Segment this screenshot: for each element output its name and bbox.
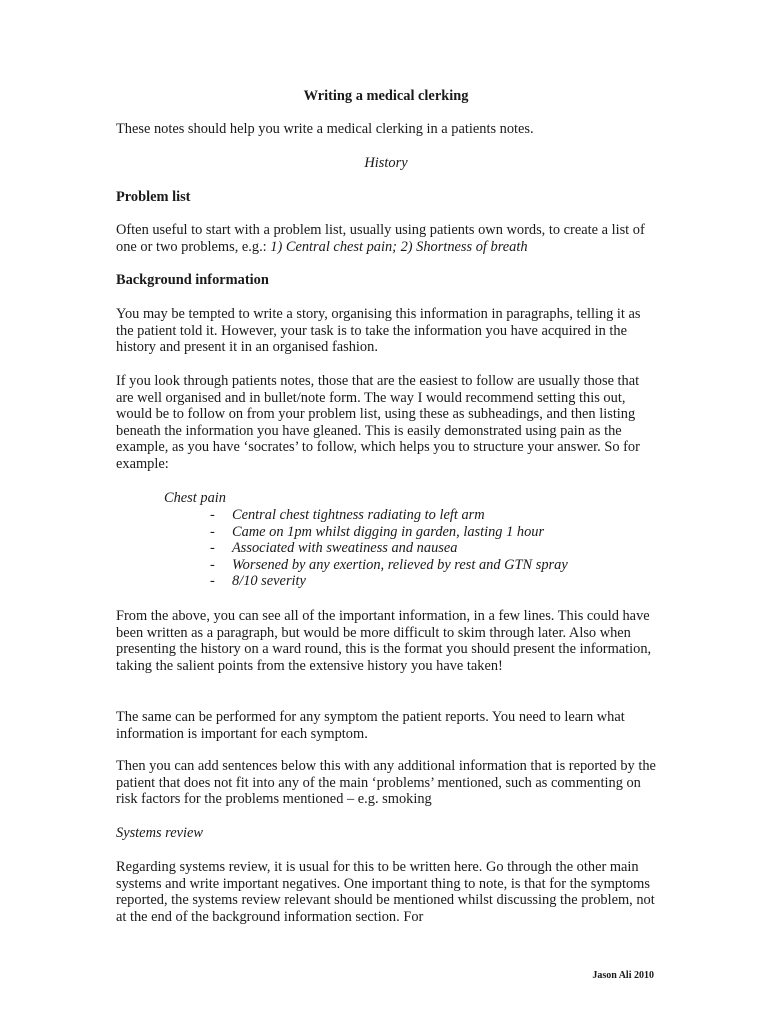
systems-review-paragraph: Regarding systems review, it is usual for this to be written here. Go through the other main systems and write important negatives. One important thing to note, is that for the symptoms reported, the systems review relevant should be mentioned whilst discussing the problem, not at the end of the background information section. For — [116, 859, 655, 925]
section-history-heading: History — [364, 155, 408, 171]
list-item-text: Associated with sweatiness and nausea — [232, 540, 458, 557]
background-paragraph-2: If you look through patients notes, those that are the easiest to follow are usually those that are well organised and in bullet/note form. The way I would recommend setting this out, would be to follow on from your problem list, using these as subheadings, and then listing beneath the information you have gleaned. This is easily demonstrated using pain as the example, as you have ‘socrates’ to follow, which helps you to structure your answer. So for example: — [116, 373, 640, 472]
example-title: Chest pain — [164, 490, 226, 506]
bullet-marker: - — [210, 507, 215, 523]
background-paragraph-5: Then you can add sentences below this with any additional information that is reported by the patient that does not fit into any of the main ‘problems’ mentioned, such as commenting on risk factors for the problems mentioned – e.g. smoking — [116, 758, 656, 808]
bullet-marker: - — [210, 556, 215, 573]
systems-review-heading: Systems review — [116, 825, 203, 841]
list-item-text: Worsened by any exertion, relieved by rest and GTN spray — [232, 556, 568, 573]
problem-list-heading: Problem list — [116, 189, 191, 205]
background-paragraph-1: You may be tempted to write a story, organising this information in paragraphs, telling it as the patient told it. However, your task is to take the information you have acquired in the history and present it in an organised fashion. — [116, 306, 641, 356]
footer-author: Jason Ali 2010 — [592, 970, 654, 981]
problem-list-example: 1) Central chest pain; 2) Shortness of breath — [270, 238, 528, 255]
list-item-text: Central chest tightness radiating to left arm — [232, 507, 485, 523]
intro-paragraph: These notes should help you write a medical clerking in a patients notes. — [116, 121, 534, 137]
bullet-marker: - — [210, 573, 215, 590]
problem-list-paragraph — [116, 222, 656, 255]
bullet-marker: - — [210, 540, 215, 557]
bullet-marker: - — [210, 523, 215, 540]
background-paragraph-4: The same can be performed for any symptom the patient reports. You need to learn what information is important for each symptom. — [116, 709, 625, 742]
document-title: Writing a medical clerking — [303, 88, 469, 104]
list-item-text: 8/10 severity — [232, 573, 306, 590]
background-heading: Background information — [116, 272, 269, 288]
background-paragraph-3: From the above, you can see all of the important information, in a few lines. This could have been written as a paragraph, but would be more difficult to skim through later. Also when presenting the history on a ward round, this is the format you should present the information, taking the salient points from the extensive history you have taken! — [116, 608, 652, 674]
list-item-text: Came on 1pm whilst digging in garden, lasting 1 hour — [232, 523, 545, 540]
problem-list-text: Often useful to start with a problem list, usually using patients own words, to create a list of one or two problems, e.g.: — [116, 222, 645, 255]
